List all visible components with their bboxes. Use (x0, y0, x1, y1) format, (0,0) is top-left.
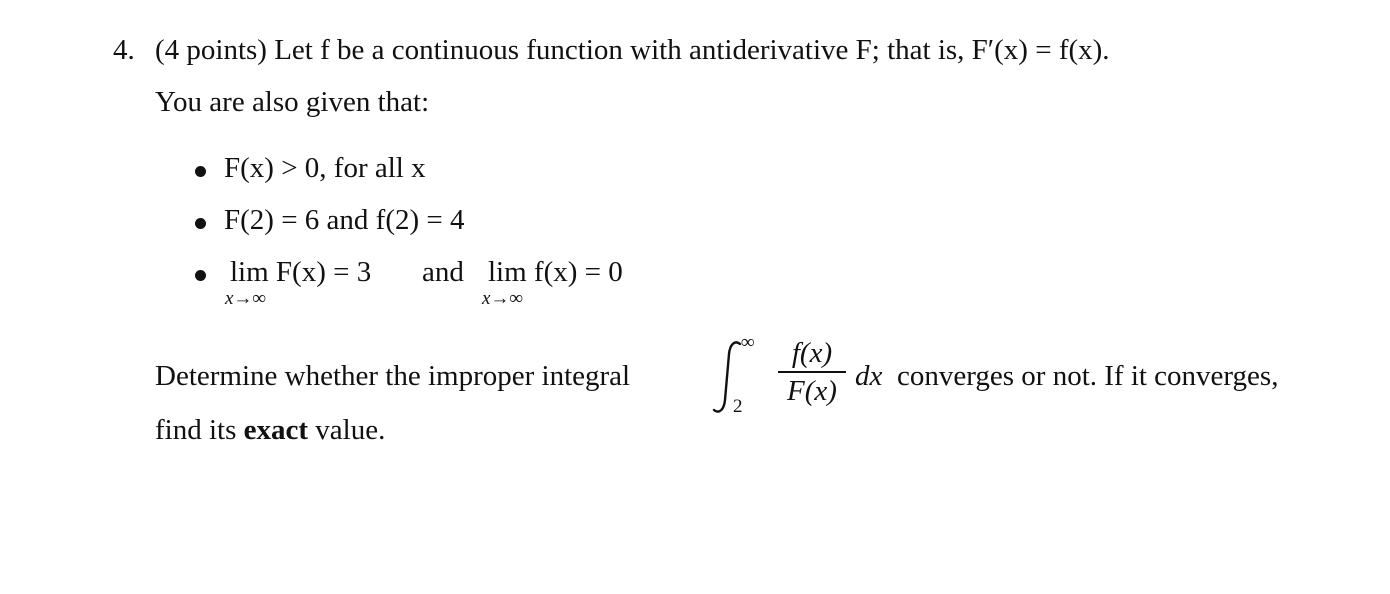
integral-upper-limit: ∞ (741, 332, 755, 353)
emphasis-exact: exact (243, 414, 309, 446)
fraction-bar (778, 371, 846, 373)
question-text-after: converges or not. If it converges, (897, 360, 1279, 392)
bullet-dot (195, 270, 206, 281)
condition-3-limit-F: lim F(x) = 3 (230, 256, 372, 288)
last-line-start: find its (155, 414, 237, 446)
question-text-before: Determine whether the improper integral (155, 360, 631, 392)
condition-2: F(2) = 6 and f(2) = 4 (224, 204, 465, 236)
condition-3-and: and (422, 256, 464, 288)
bullet-dot (195, 218, 206, 229)
integral-lower-limit: 2 (733, 396, 743, 417)
limit-subscript-2: x→∞ (482, 288, 523, 309)
problem-statement-line2: You are also given that: (155, 86, 430, 118)
integral-dx: dx (855, 360, 883, 392)
problem-number: 4. (113, 34, 135, 66)
limit-subscript-1: x→∞ (225, 288, 266, 309)
problem-statement-text: (4 points) Let f be a continuous function with antiderivative F; that is, F′(x) = f(x). (155, 34, 1110, 66)
last-line-end: value. (315, 414, 386, 446)
condition-3-limit-f: lim f(x) = 0 (488, 256, 623, 288)
problem-statement-line1 (155, 34, 1110, 67)
condition-1: F(x) > 0, for all x (224, 152, 426, 184)
integrand-fraction (778, 337, 846, 407)
integrand-denominator: F(x) (787, 374, 837, 407)
integrand-numerator: f(x) (791, 337, 833, 369)
question-last-line (155, 414, 385, 447)
bullet-dot (195, 166, 206, 177)
